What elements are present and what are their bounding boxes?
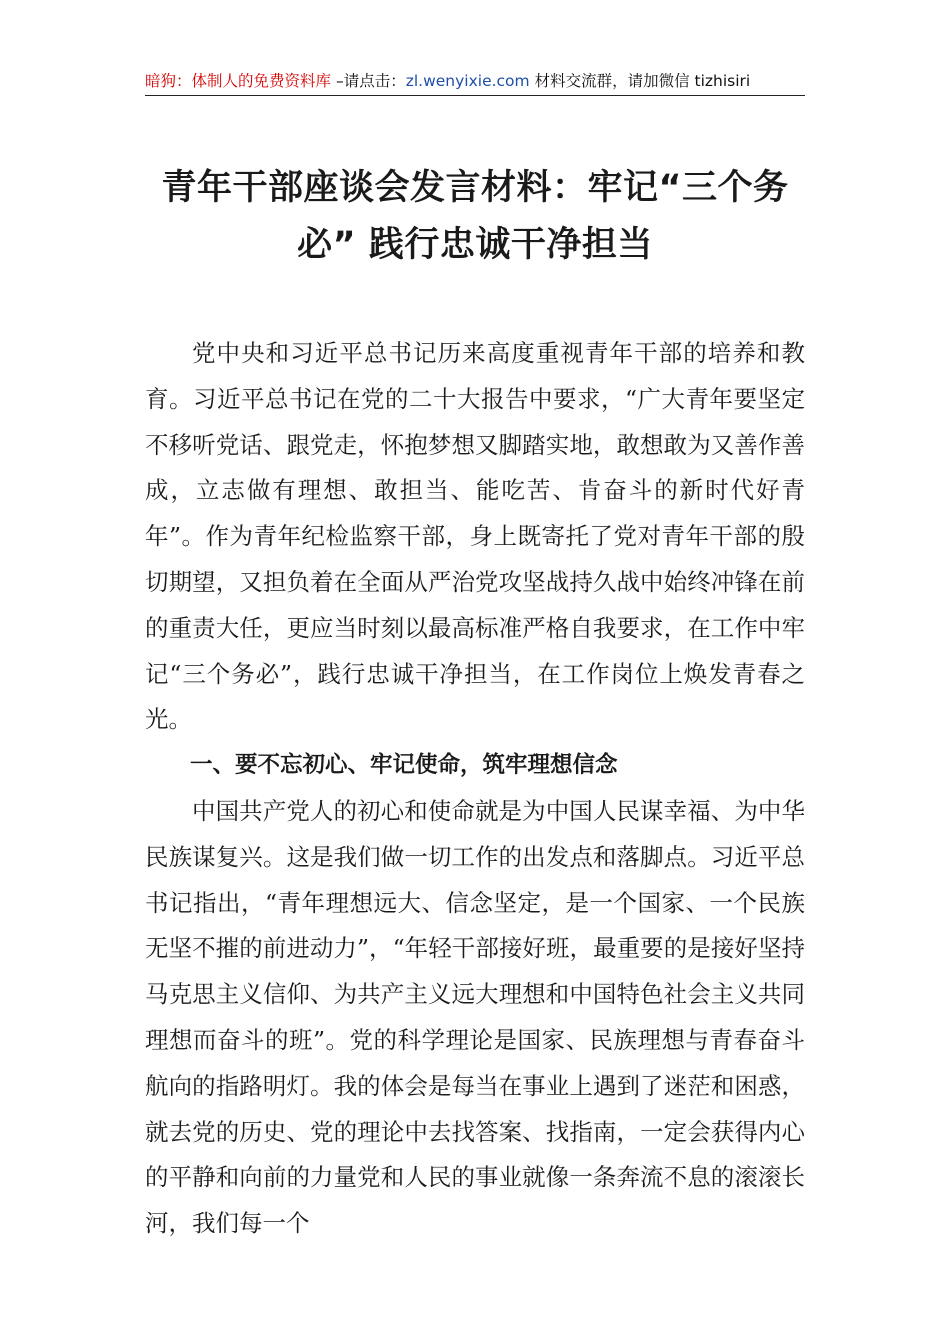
header-site-name: 暗狗：体制人的免费资料库 — [145, 72, 332, 90]
paragraph-section-1: 中国共产党人的初心和使命就是为中国人民谋幸福、为中华民族谋复兴。这是我们做一切工作的出发点和落脚点。习近平总书记指出，“青年理想远大、信念坚定，是一个国家、一个民族无坚不摧的前进动力”，“年轻干部接好班，最重要的是接好坚持马克思主义信仰、为共产主义远大理想和中国特色社会主义共同理想而奋斗的班”。党的科学理论是国家、民族理想与青春奋斗航向的指路明灯。我的体会是每当在事业上遇到了迷茫和困惑，就去党的历史、党的理论中去找答案、找指南，一定会获得内心的平静和向前的力量党和人民的事业就像一条奔流不息的滚滚长河，我们每一个 — [145, 796, 805, 1238]
header-divider — [145, 95, 805, 96]
paragraph-intro: 党中央和习近平总书记历来高度重视青年干部的培养和教育。习近平总书记在党的二十大报告中要求，“广大青年要坚定不移听党话、跟党走，怀抱梦想又脚踏实地，敢想敢为又善作善成，立志做有理想、敢担当、能吃苦、肯奋斗的新时代好青年”。作为青年纪检监察干部，身上既寄托了党对青年干部的殷切期望，又担负着在全面从严治党攻坚战持久战中始终冲锋在前的重责大任，更应当时刻以最高标准严格自我要求，在工作中牢记“三个务必”，践行忠诚干净担当，在工作岗位上焕发青春之光。 — [145, 339, 805, 734]
header-click-prompt: –请点击： — [331, 72, 406, 90]
section-heading-1: 一、要不忘初心、牢记使命，筑牢理想信念 — [190, 752, 618, 779]
header-contact: 材料交流群，请加微信 tizhisiri — [529, 72, 751, 90]
document-body — [145, 331, 805, 1247]
title-line-2: 必” 践行忠诚干净担当 — [297, 225, 653, 265]
title-line-1: 青年干部座谈会发言材料：牢记“三个务 — [161, 168, 789, 208]
header-url-link[interactable]: zl.wenyixie.com — [405, 72, 530, 90]
document-title — [145, 160, 805, 274]
page-header — [145, 66, 805, 96]
